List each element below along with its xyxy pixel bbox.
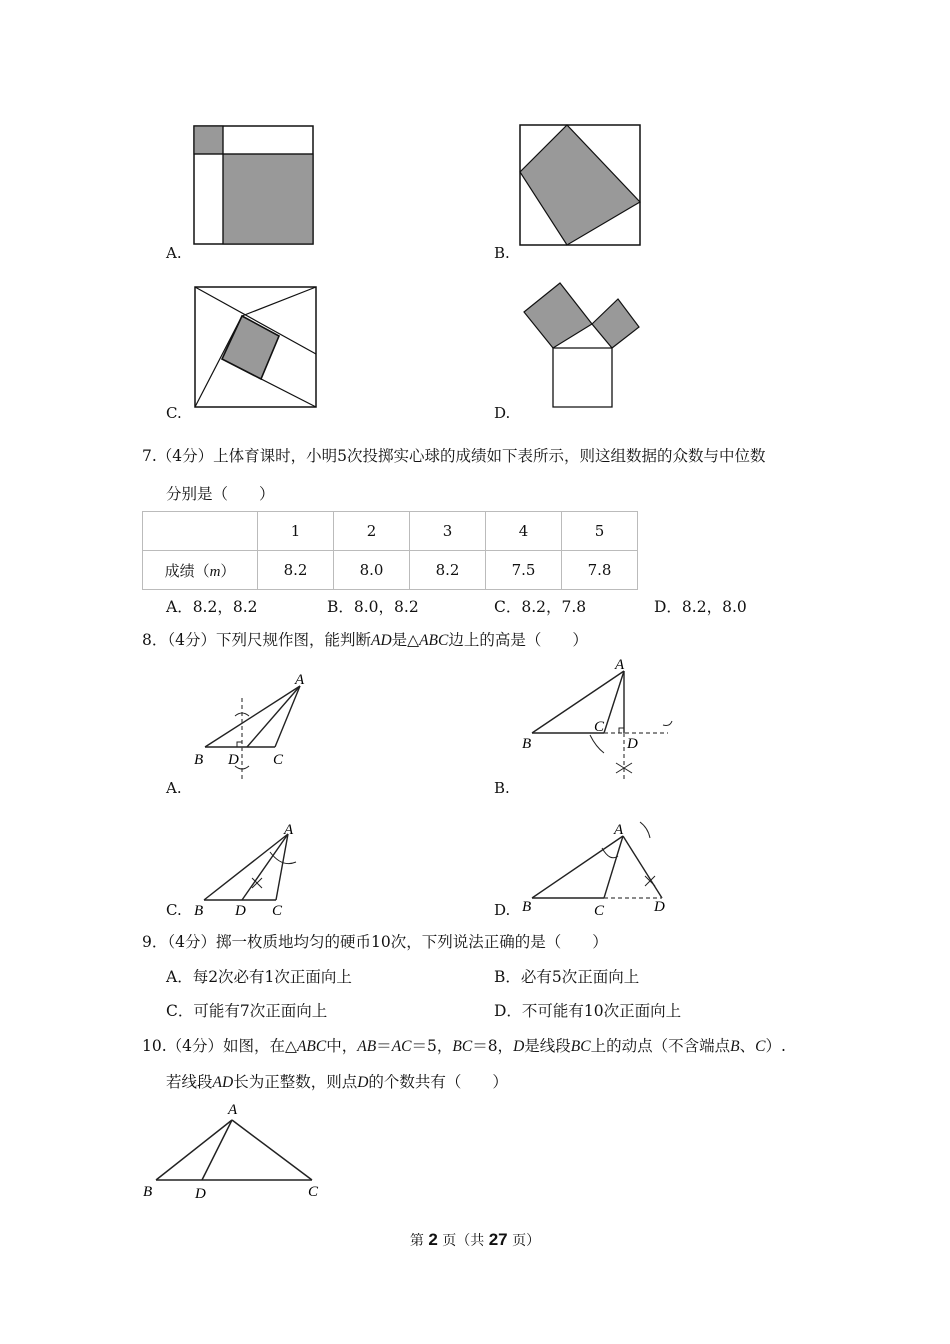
- point-a-label: A: [284, 822, 294, 838]
- table-cell: 5: [562, 512, 638, 551]
- q8-option-c-label: C.: [166, 901, 182, 919]
- q6-option-a-label: A.: [166, 244, 182, 262]
- table-cell: [143, 512, 258, 551]
- page-footer: 第 2 页（共 27 页）: [409, 1230, 541, 1249]
- q7-option-a[interactable]: A．8.2，8.2: [166, 598, 258, 616]
- point-a-label: A: [228, 1102, 238, 1118]
- q6-option-c-label: C.: [166, 404, 182, 422]
- point-b-label: B: [194, 903, 204, 919]
- table-cell: 2: [334, 512, 410, 551]
- table-cell: 8.2: [258, 551, 334, 590]
- q8-option-d-label: D.: [494, 901, 511, 919]
- table-row: [143, 551, 638, 590]
- q7-stem-line2: 分别是（ ）: [166, 485, 275, 503]
- q6-figure-b: [517, 122, 643, 248]
- q9-option-b[interactable]: B．必有5次正面向上: [494, 968, 640, 986]
- table-cell: 8.0: [334, 551, 410, 590]
- point-b-label: B: [522, 899, 532, 915]
- q7-stem-line1: 7.（4分）上体育课时，小明5次投掷实心球的成绩如下表所示，则这组数据的众数与中位数: [142, 447, 766, 465]
- q7-option-b[interactable]: B．8.0，8.2: [327, 598, 419, 616]
- point-b-label: B: [522, 736, 532, 752]
- table-cell: 7.5: [486, 551, 562, 590]
- q6-option-d-label: D.: [494, 404, 511, 422]
- point-c-label: C: [273, 752, 284, 768]
- table-cell: 4: [486, 512, 562, 551]
- q7-option-c[interactable]: C．8.2，7.8: [494, 598, 587, 616]
- point-c-label: C: [594, 719, 605, 735]
- point-b-label: B: [143, 1184, 153, 1200]
- page-total: 27: [488, 1230, 508, 1249]
- point-d-label: D: [627, 736, 638, 752]
- q8-figure-b: [518, 655, 678, 785]
- q8-option-a-label: A.: [166, 779, 182, 797]
- q8-option-b-label: B.: [494, 779, 510, 797]
- q9-option-d[interactable]: D．不可能有10次正面向上: [494, 1002, 682, 1020]
- q9-stem: 9．（4分）掷一枚质地均匀的硬币10次，下列说法正确的是（ ）: [142, 933, 608, 951]
- q9-option-a[interactable]: A．每2次必有1次正面向上: [166, 968, 352, 986]
- q6-figure-c: [192, 284, 320, 410]
- q8-figure-c: [190, 820, 320, 920]
- point-d-label: D: [228, 752, 239, 768]
- q6-figure-d: [520, 280, 646, 410]
- page-number: 2: [428, 1230, 438, 1249]
- point-b-label: B: [194, 752, 204, 768]
- q7-option-d[interactable]: D．8.2，8.0: [654, 598, 747, 616]
- point-a-label: A: [615, 657, 625, 673]
- q6-figure-a: [190, 122, 320, 248]
- table-row-label: 成绩（m）: [143, 551, 258, 590]
- table-cell: 1: [258, 512, 334, 551]
- point-d-label: D: [235, 903, 246, 919]
- q8-figure-d: [518, 818, 678, 918]
- point-c-label: C: [272, 903, 283, 919]
- q6-option-b-label: B.: [494, 244, 510, 262]
- q7-score-table: [142, 511, 638, 590]
- point-a-label: A: [614, 822, 624, 838]
- q9-option-c[interactable]: C．可能有7次正面向上: [166, 1002, 328, 1020]
- q8-stem: 8．（4分）下列尺规作图，能判断AD是△ABC边上的高是（ ）: [142, 631, 588, 649]
- point-a-label: A: [295, 672, 305, 688]
- q10-stem-line1: 10.（4分）如图，在△ABC中，AB＝AC＝5，BC＝8，D是线段BC上的动点（不含端点B、C）.: [142, 1037, 786, 1055]
- q10-stem-line2: 若线段AD长为正整数，则点D的个数共有（ ）: [166, 1073, 508, 1091]
- point-c-label: C: [594, 903, 605, 919]
- q10-figure: [140, 1098, 330, 1208]
- q8-figure-a: [190, 668, 320, 783]
- table-row: [143, 512, 638, 551]
- table-cell: 7.8: [562, 551, 638, 590]
- point-d-label: D: [195, 1186, 206, 1202]
- point-d-label: D: [654, 899, 665, 915]
- table-cell: 8.2: [410, 551, 486, 590]
- point-c-label: C: [308, 1184, 319, 1200]
- table-cell: 3: [410, 512, 486, 551]
